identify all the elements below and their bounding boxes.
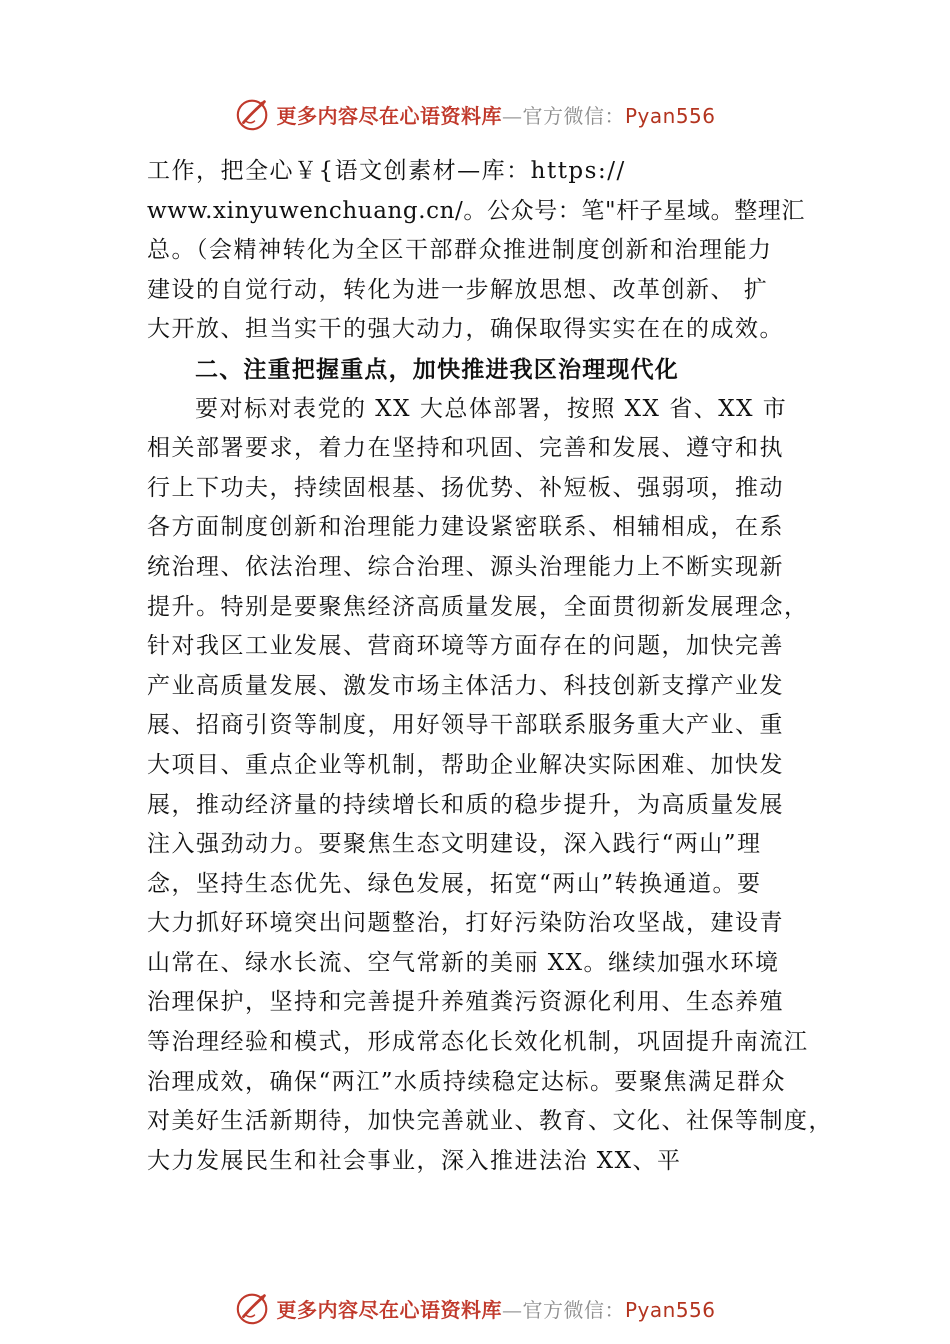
body-line: 行上下功夫，持续固根基、扬优势、补短板、强弱项，推动	[147, 474, 784, 501]
brush-logo-icon	[234, 1289, 272, 1327]
body-line: 产业高质量发展、激发市场主体活力、科技创新支撑产业发	[147, 672, 784, 699]
banner-dash: —	[501, 1297, 523, 1322]
body-line: 针对我区工业发展、营商环境等方面存在的问题，加快完善	[147, 633, 784, 660]
banner-title: 更多内容尽在心语资料库	[276, 1297, 502, 1322]
body-line: 建设的自觉行动，转化为进一步解放思想、改革创新、 扩	[147, 276, 769, 303]
body-line: 大项目、重点企业等机制，帮助企业解决实际困难、加快发	[147, 751, 784, 778]
body-line: 相关部署要求，着力在坚持和巩固、完善和发展、遵守和执	[147, 435, 784, 462]
body-line: 山常在、绿水长流、空气常新的美丽 XX。继续加强水环境	[147, 949, 780, 976]
body-line: 大力抓好环境突出问题整治，打好污染防治攻坚战，建设青	[147, 910, 784, 937]
body-line: 大开放、担当实干的强大动力，确保取得实实在在的成效。	[147, 316, 784, 343]
body-line: www.xinyuwenchuang.cn/。公众号：笔"杆子星域。整理汇	[147, 197, 805, 224]
body-line: 治理保护，坚持和完善提升养殖粪污资源化利用、生态养殖	[147, 989, 784, 1016]
body-line: 治理成效，确保“两江”水质持续稳定达标。要聚焦满足群众	[147, 1068, 787, 1095]
body-line: 对美好生活新期待，加快完善就业、教育、文化、社保等制度，	[147, 1108, 833, 1135]
body-line: 统治理、依法治理、综合治理、源头治理能力上不断实现新	[147, 553, 784, 580]
body-line: 注入强劲动力。要聚焦生态文明建设，深入践行“两山”理	[147, 831, 762, 858]
body-line: 提升。特别是要聚焦经济高质量发展，全面贯彻新发展理念，	[147, 593, 809, 620]
body-line: 大力发展民生和社会事业，深入推进法治 XX、平	[147, 1147, 682, 1174]
body-line: 总。（会精神转化为全区干部群众推进制度创新和治理能力	[147, 237, 773, 264]
banner-dash: —	[501, 103, 523, 128]
body-line: 要对标对表党的 XX 大总体部署，按照 XX 省、XX 市	[195, 395, 788, 422]
body-line: 各方面制度创新和治理能力建设紧密联系、相辅相成，在系	[147, 514, 784, 541]
section-heading: 二、注重把握重点，加快推进我区治理现代化	[195, 355, 679, 383]
banner-wechat-label: 官方微信：	[522, 1297, 625, 1322]
body-line: 念，坚持生态优先、绿色发展，拓宽“两山”转换通道。要	[147, 870, 762, 897]
header-watermark-banner	[0, 94, 950, 134]
banner-wechat-label: 官方微信：	[522, 103, 625, 128]
body-line: 展、招商引资等制度，用好领导干部联系服务重大产业、重	[147, 712, 784, 739]
body-line: 工作，把全心￥{语文创素材—库：https://	[147, 158, 626, 184]
banner-title: 更多内容尽在心语资料库	[276, 103, 502, 128]
body-line: 展，推动经济量的持续增长和质的稳步提升，为高质量发展	[147, 791, 784, 818]
document-body	[147, 152, 837, 1181]
brush-logo-icon	[234, 95, 272, 133]
banner-wechat-id: Pyan556	[624, 1297, 716, 1322]
banner-wechat-id: Pyan556	[624, 103, 716, 128]
footer-watermark-banner	[0, 1288, 950, 1328]
body-line: 等治理经验和模式，形成常态化长效化机制，巩固提升南流江	[147, 1029, 809, 1056]
